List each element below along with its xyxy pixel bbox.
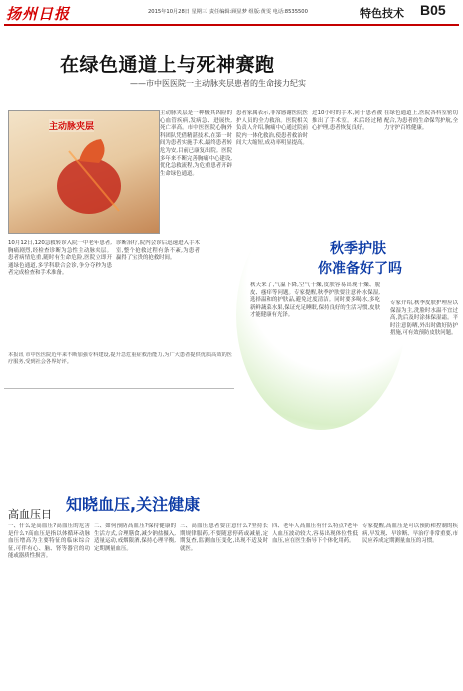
feature-right-column: 专家介绍,秋季皮肤护理应以保湿为主,洗脸时水温不宜过高,洗后及时涂抹保湿霜。平时注意防晒,外出时做好防护措施,可有效预防皮肤问题。	[390, 300, 458, 337]
section-label: 特色技术	[360, 7, 404, 20]
article2-column-4: 四、老年人高血压有什么特点?老年人血压波动较大,容易出现体位性低血压,应在医生指导下个体化用药。	[272, 523, 358, 545]
feature-title-line2: 你准备好了吗	[318, 261, 402, 277]
section-kicker: 高血压日	[8, 508, 52, 521]
notice-text: 本报讯 市中医医院近年来不断加强专科建设,提升急危重症救治能力,为广大患者提供优质高效的医疗服务,受到社会各界好评。	[8, 352, 232, 365]
heart-illustration	[8, 110, 160, 234]
article2-column-5: 专家提醒,高血压是可以预防和控制的疾病,早发现、早诊断、早治疗非常重要,市民应养成定期测量血压的习惯。	[362, 523, 458, 545]
article-column-2: 诊断治疗,院内会诊后迅速进入手术室,整个抢救过程有条不紊,为患者赢得了宝贵的抢救时间。	[116, 240, 200, 262]
article2-column-1: 一、什么是高血压?高血压的危害是什么?高血压是指以体循环动脉血压增高为主要特征的临床综合征,可伴有心、脑、肾等器官的功能或器质性损害。	[8, 523, 90, 560]
article-column-5: 过10小时的手术,同于患者被推出了手术室。术后经过精心护理,患者恢复良好。	[312, 110, 382, 132]
article-subhead: ——市中医医院一主动脉夹层患者的生命接力纪实	[130, 79, 306, 88]
article2-column-3: 三、高血压患者要注意什么?坚持长期规律服药,不要随意停药或减量,定期复查,监测血压变化,出现不适及时就医。	[180, 523, 268, 552]
article-column-6: 在绿色通道上,医院各科室密切配合,为患者的生命保驾护航,全力守护百姓健康。	[384, 110, 458, 132]
masthead-info: 2015年10月28日 星期三 责任编辑:顾显梦 组版:黄雯 电话:8535500	[148, 9, 308, 15]
article-column-4: 患者家属表示,非常感谢医院医护人员的全力救治。医院相关负责人介绍,胸痛中心通过院前院内一体化救治,使患者救治时间大大缩短,成功率明显提高。	[236, 110, 308, 147]
article2-column-2: 二、如何预防高血压?保持健康的生活方式,合理膳食,减少钠盐摄入,适量运动,戒烟限酒,保持心理平衡,定期测量血压。	[94, 523, 176, 552]
photo-caption: 主动脉夹层	[49, 119, 94, 132]
article-column-3: 主动脉夹层是一种极其凶险的心血管疾病,发病急、进展快,死亡率高。市中医医院心胸外科团队凭借精湛技术,在第一时间为患者实施手术,最终患者转危为安,目前已康复出院。医院多年来不断完善胸痛中心建设,优化急救流程,为危重患者开辟生命绿色通道。	[160, 110, 232, 177]
feature-body: 秋天来了,气温下降,空气干燥,皮肤容易出现干燥、脱皮、瘙痒等问题。专家提醒,秋季护肤要注意补水保湿,选择温和的护肤品,避免过度清洁。同时要多喝水,多吃新鲜蔬菜水果,保证充足睡眠,保持良好的生活习惯,皮肤才能健康有光泽。	[250, 282, 380, 319]
article-column-1: 10月12日,120急救转诊入院一中老年患者,胸痛剧烈,经检查诊断为急性主动脉夹层。患者病情危重,随时有生命危险,医院立即开通绿色通道,多学科联合会诊,争分夺秒为患者完成检查和手术准备。	[8, 240, 112, 277]
article-headline: 在绿色通道上与死神赛跑	[60, 54, 275, 76]
top-rule	[4, 24, 459, 26]
mid-rule	[4, 388, 234, 389]
feature-title-line1: 秋季护肤	[330, 241, 386, 257]
section-title: 知晓血压,关注健康	[66, 495, 201, 514]
page-number: B05	[420, 2, 446, 18]
newspaper-logo: 扬州日报	[6, 5, 71, 23]
